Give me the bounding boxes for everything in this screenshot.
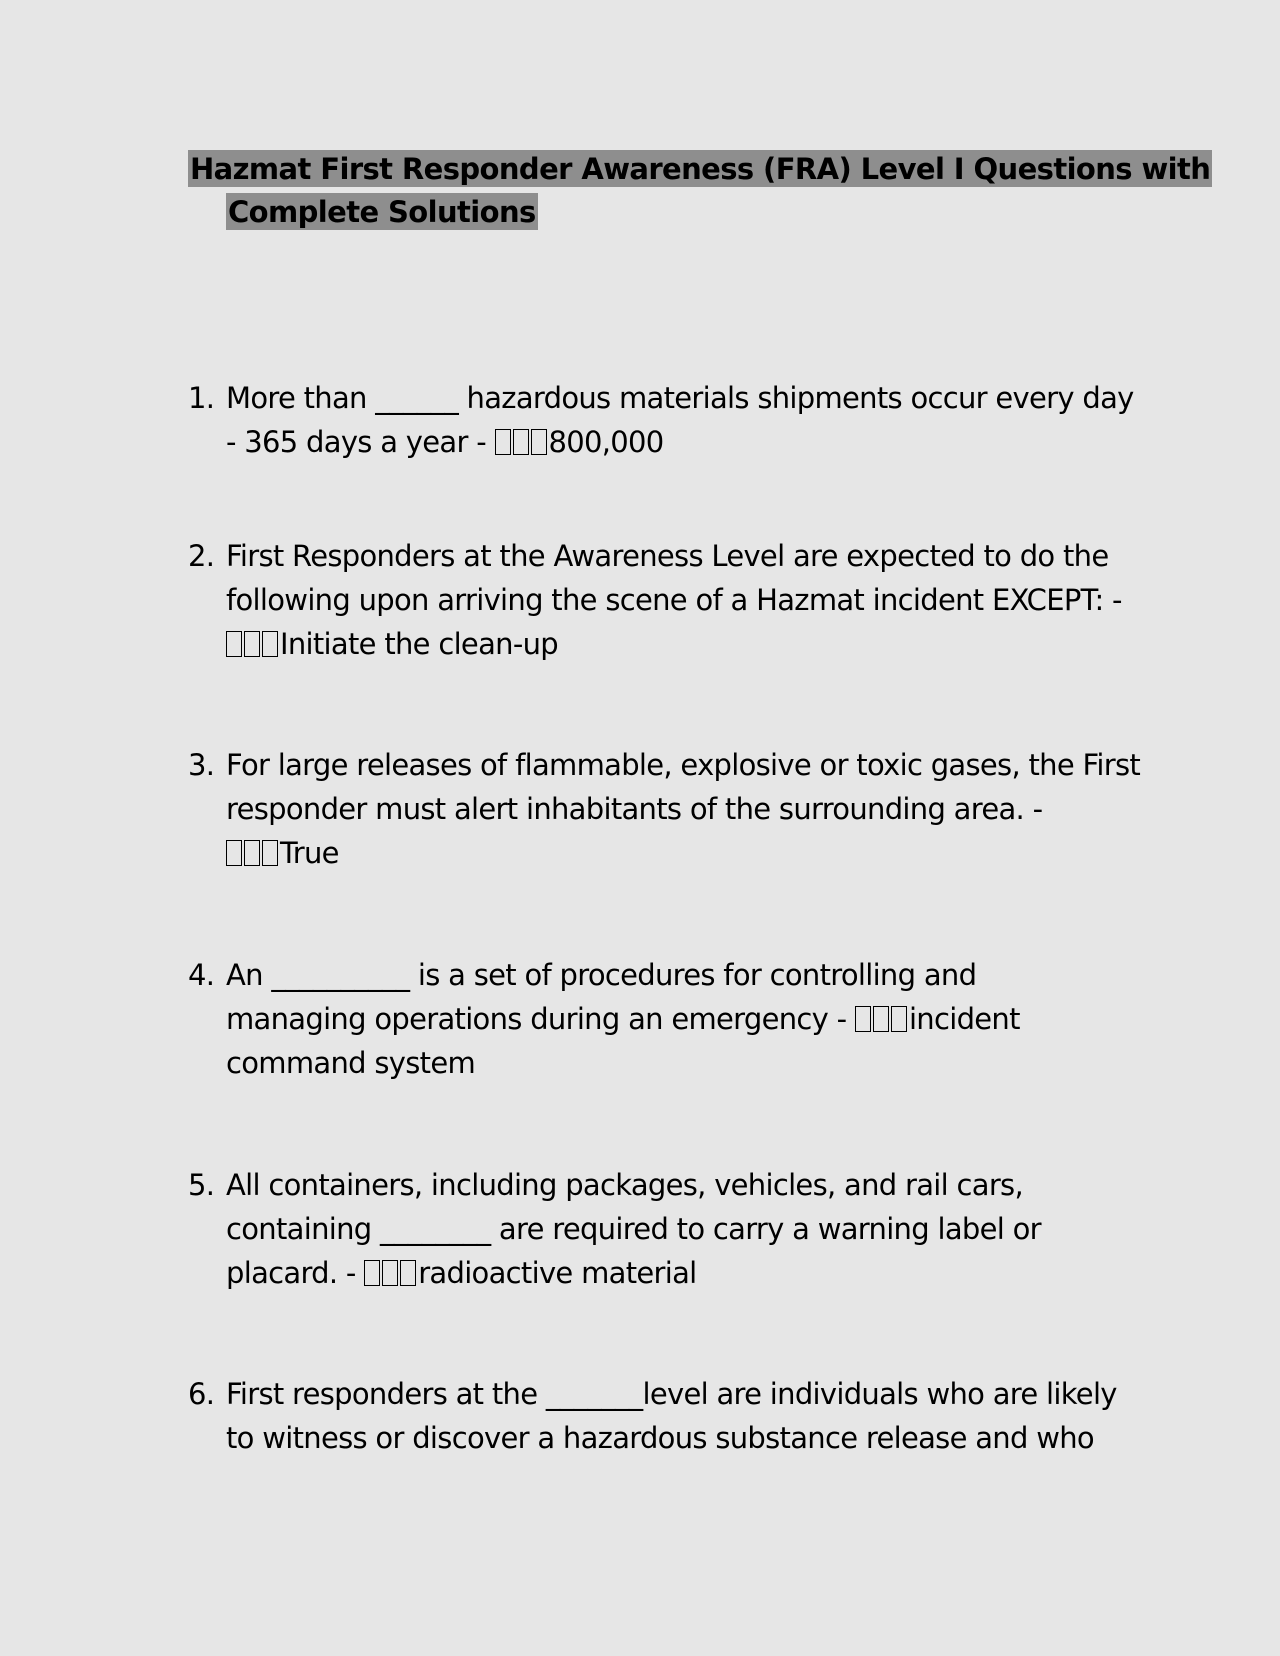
question-5 — [188, 1163, 1138, 1295]
question-6 — [188, 1372, 1138, 1460]
question-3 — [188, 743, 1141, 875]
question-text-line: to witness or discover a hazardous substance release and who — [226, 1421, 1094, 1455]
question-text-line: managing operations during an emergency - — [226, 1002, 855, 1036]
question-text-line: - 365 days a year - — [226, 425, 495, 459]
document-title — [188, 148, 1211, 234]
question-number: 3. — [188, 748, 215, 782]
title-line-2: Complete Solutions — [228, 195, 536, 229]
answer-text: True — [280, 836, 339, 870]
question-2 — [188, 534, 1138, 666]
missing-glyph-boxes — [226, 627, 280, 661]
title-line-1: Hazmat First Responder Awareness (FRA) Level I Questions with — [190, 152, 1211, 186]
missing-glyph-boxes — [495, 425, 549, 459]
question-number: 6. — [188, 1377, 215, 1411]
answer-text: 800,000 — [548, 425, 664, 459]
question-text-line: containing ________ are required to carry a warning label or — [226, 1212, 1041, 1246]
question-text-line: An __________ is a set of procedures for controlling and — [226, 958, 977, 992]
question-number: 4. — [188, 958, 215, 992]
answer-text: radioactive material — [418, 1256, 697, 1290]
missing-glyph-boxes — [364, 1256, 418, 1290]
question-number: 1. — [188, 381, 215, 415]
question-text-line: For large releases of flammable, explosive or toxic gases, the First — [226, 748, 1141, 782]
question-text-line: First responders at the _______level are individuals who are likely — [226, 1377, 1117, 1411]
answer-text: incident — [908, 1002, 1020, 1036]
question-text-line: First Responders at the Awareness Level are expected to do the — [226, 539, 1109, 573]
question-4 — [188, 953, 1138, 1085]
question-text-line: All containers, including packages, vehicles, and rail cars, — [226, 1168, 1023, 1202]
missing-glyph-boxes — [226, 836, 280, 870]
question-number: 5. — [188, 1168, 215, 1202]
question-1 — [188, 376, 1138, 464]
question-text-line: responder must alert inhabitants of the surrounding area. - — [226, 792, 1043, 826]
question-text-line: following upon arriving the scene of a Hazmat incident EXCEPT: - — [226, 583, 1122, 617]
question-number: 2. — [188, 539, 215, 573]
answer-text: command system — [226, 1046, 476, 1080]
question-text-line: More than ______ hazardous materials shipments occur every day — [226, 381, 1134, 415]
question-text-line: placard. - — [226, 1256, 365, 1290]
answer-text: Initiate the clean-up — [280, 627, 558, 661]
missing-glyph-boxes — [855, 1002, 909, 1036]
